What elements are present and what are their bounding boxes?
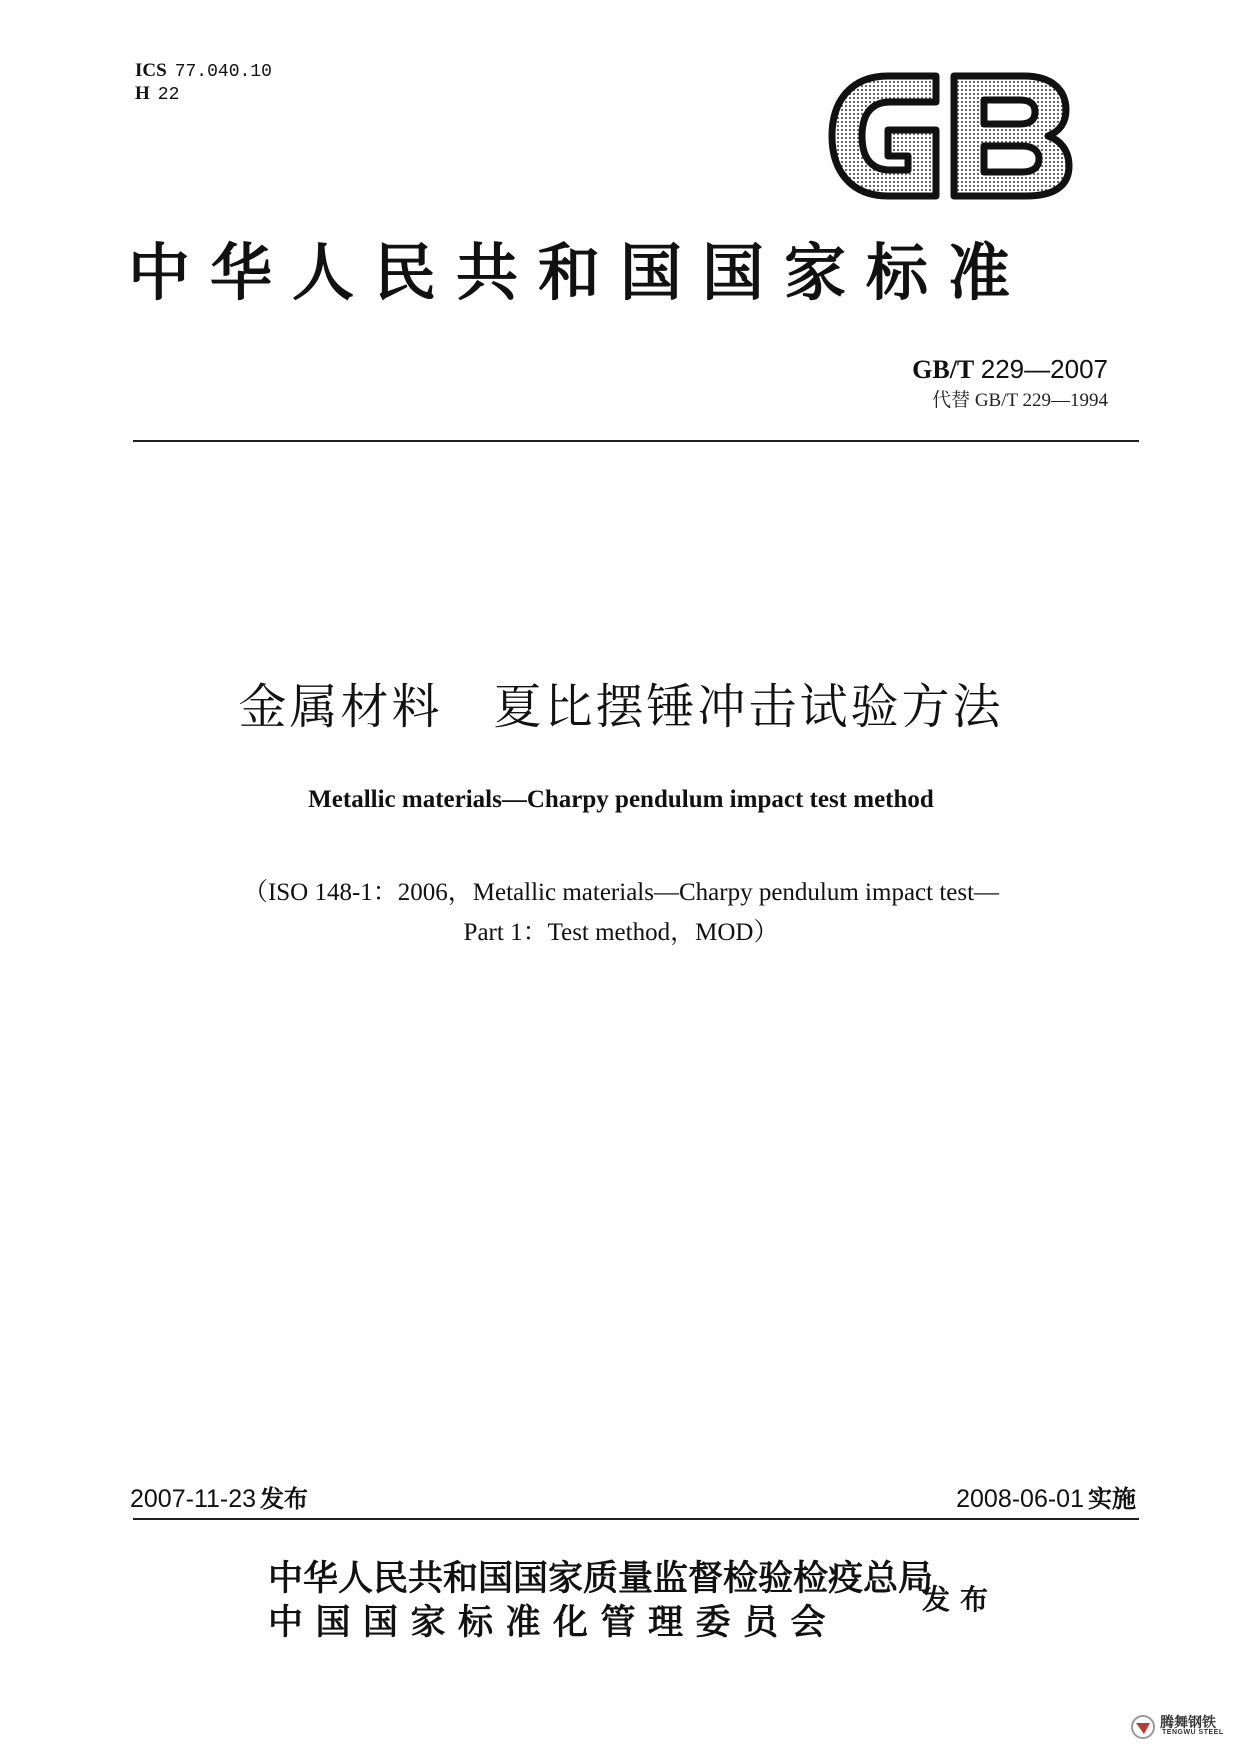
footer-divider [133,1518,1139,1520]
ccs-value: 22 [157,85,180,105]
replaces-standard: 代替 GB/T 229—1994 [932,390,1108,411]
publish-label: 发布 [922,1583,999,1616]
iso-reference-line-1: （ISO 148-1：2006，Metallic materials—Charpy pendulum impact test— [242,879,1000,906]
standard-code [912,354,1108,385]
standard-code-prefix: GB/T [912,355,975,384]
watermark-logo-icon [1130,1714,1156,1740]
gb-logo [828,72,1073,200]
iso-reference-line-2: Part 1：Test method，MOD） [463,919,779,946]
standard-code-number: 229—2007 [980,354,1108,384]
document-title-chinese: 金属材料 夏比摆锤冲击试验方法 [238,679,1004,735]
national-standard-heading: 中华人民共和国国家标准 [128,236,1031,309]
ics-code [135,60,272,83]
issue-date-block [130,1484,308,1514]
header-divider [133,440,1139,442]
issuer-aqsiq: 中华人民共和国国家质量监督检验检疫总局 [268,1559,934,1599]
implement-date: 2008-06-01 [956,1485,1084,1513]
watermark-english: TENGWU STEEL [1162,1729,1224,1736]
ccs-code [135,83,179,106]
watermark [1130,1712,1240,1742]
implement-date-block [956,1484,1136,1514]
implement-label: 实施 [1088,1485,1136,1513]
ics-value: 77.040.10 [174,62,272,82]
ccs-label: H [135,83,150,104]
issuer-sac: 中国国家标准化管理委员会 [268,1603,839,1643]
document-title-english: Metallic materials—Charpy pendulum impact test method [308,786,934,813]
ics-label: ICS [135,60,167,81]
issue-date: 2007-11-23 [130,1485,257,1513]
watermark-chinese: 腾舞钢铁 [1160,1715,1216,1731]
issue-label: 发布 [260,1485,309,1513]
